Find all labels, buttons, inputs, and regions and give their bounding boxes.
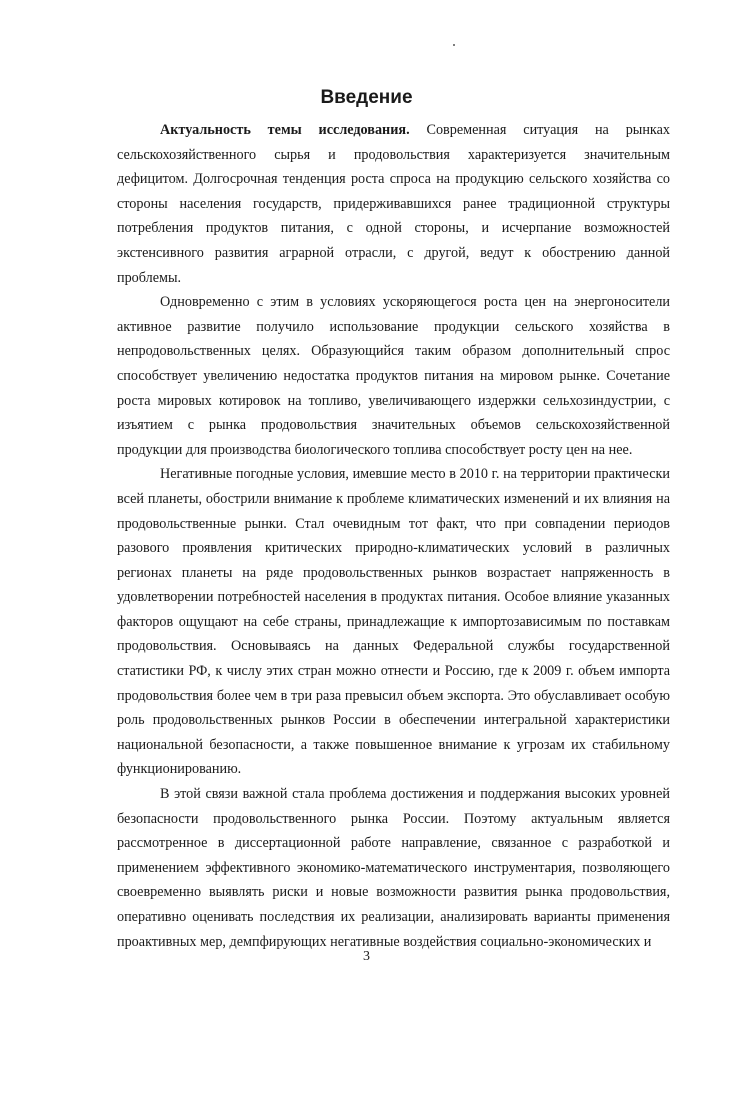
paragraph-security: В этой связи важной стала проблема достижения и поддержания высоких уровней безопасности продовольственного рынка России. Поэтому актуальным является рассмотренное в диссертационной работе направление, связанное с разработкой и применением эффективного экономико-математического инструментария, позволяющего своевременно выявлять риски и новые возможности развития рынка продовольствия, оперативно оценивать последствия их реализации, анализировать варианты применения проактивных мер, демпфирующих негативные воздействия социально-экономических и (117, 786, 670, 950)
paragraph-weather: Негативные погодные условия, имевшие место в 2010 г. на территории практически всей планеты, обострили внимание к проблеме климатических изменений и их влияния на продовольственные рынки. Стал очевидным тот факт, что при совпадении периодов разового проявления критических природно-климатических условий в различных регионах планеты на ряде продовольственных рынков возрастает напряженность в удовлетворении потребностей населения в продуктах питания. Особое влияние указанных факторов ощущают на себе страны, принадлежащие к импортозависимым по поставкам продовольствия. Основываясь на данных Федеральной службы государственной статистики РФ, к числу этих стран можно отнести и Россию, где к 2009 г. объем импорта продовольствия более чем в три раза превысил объем экспорта. Это обуславливает особую роль продовольственных рынков России в обеспечении интегральной характеристики национальной безопасности, а также повышенное внимание к угрозам их стабильному функционированию. (117, 466, 670, 778)
page-title: Введение (320, 87, 413, 108)
scan-speck (453, 44, 455, 46)
paragraph-relevance (117, 118, 670, 290)
body-text (117, 118, 670, 954)
page-number: 3 (363, 949, 370, 964)
paragraph-lead: Актуальность темы исследования. (160, 122, 410, 138)
paragraph-text: Современная ситуация на рынках сельскохозяйственного сырья и продовольствия характеризуется значительным дефицитом. Долгосрочная тенденция роста спроса на продукцию сельского хозяйства со стороны населения государств, придерживавшихся ранее традиционной структуры потребления продуктов питания, с одной стороны, и исчерпание возможностей экстенсивного развития аграрной отрасли, с другой, ведут к обострению данной проблемы. (117, 122, 670, 286)
paragraph-energy-prices: Одновременно с этим в условиях ускоряющегося роста цен на энергоносители активное развитие получило использование продукции сельского хозяйства в непродовольственных целях. Образующийся таким образом дополнительный спрос способствует увеличению недостатка продуктов питания на мировом рынке. Сочетание роста мировых котировок на топливо, увеличивающего издержки сельхозиндустрии, с изъятием с рынка продовольствия значительных объемов сельскохозяйственной продукции для производства биологического топлива способствует росту цен на нее. (117, 294, 670, 458)
